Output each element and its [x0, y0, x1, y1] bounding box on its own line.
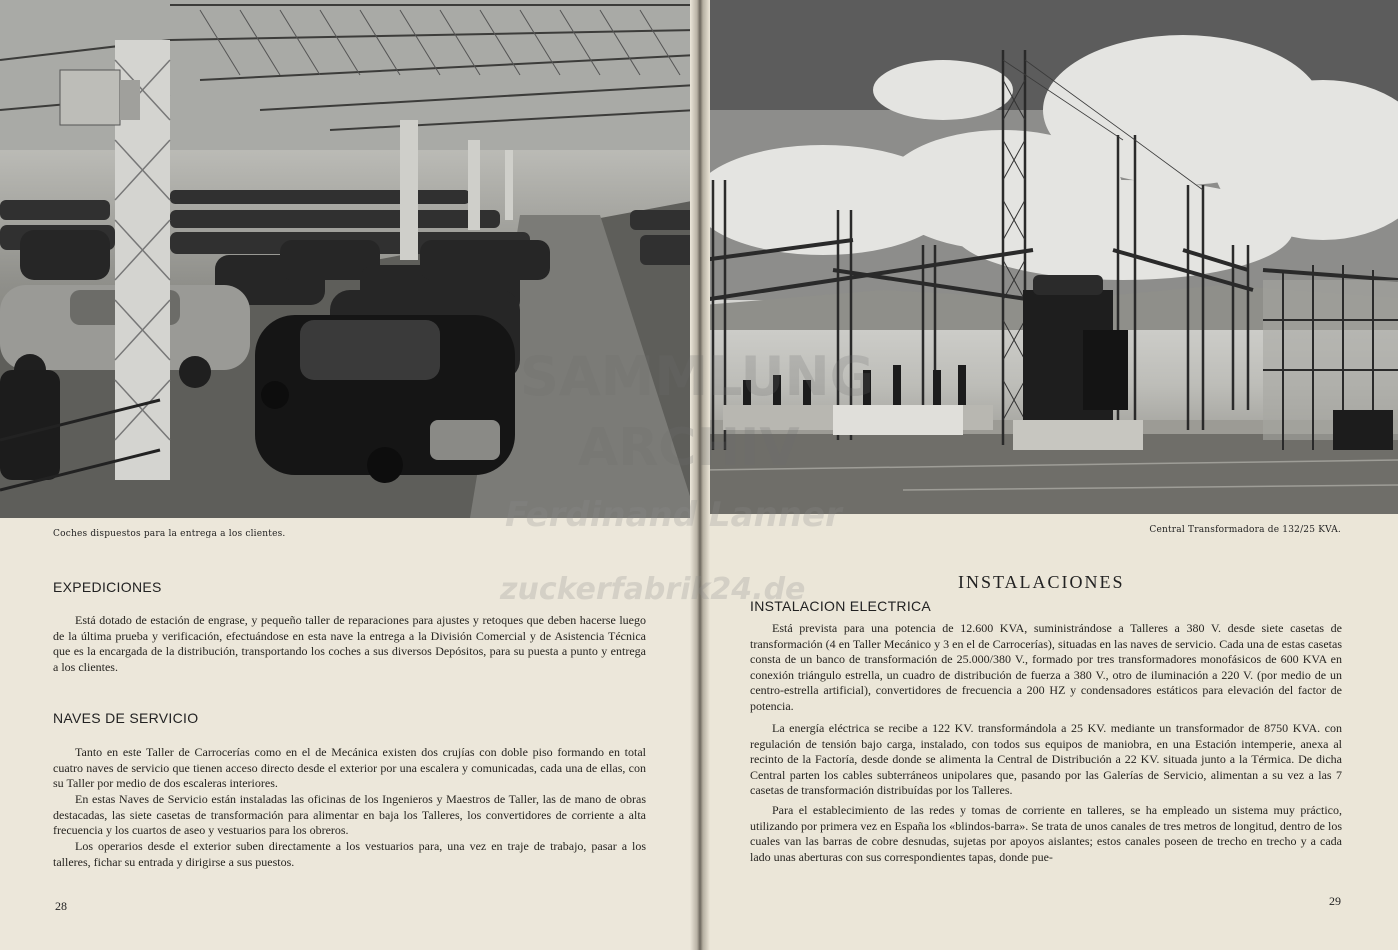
photo-caption: Central Transformadora de 132/25 KVA. [1149, 525, 1341, 535]
watermark-sammlung: SAMMLUNG [520, 345, 875, 408]
section-title-instalacion-electrica: INSTALACION ELECTRICA [750, 598, 932, 614]
watermark-zuckerfabrik: zuckerfabrik24.de [500, 572, 806, 607]
photo-caption: Coches dispuestos para la entrega a los clientes. [53, 529, 286, 539]
right-page [703, 0, 1398, 950]
electrica-paragraph-2: La energía eléctrica se recibe a 122 KV. transformándola a 25 KV. mediante un transformador de 8750 KVA. con regulación de tensión bajo carga, instalado, con todos sus equipos de maniobra, en una Estación intemperie, anexa al recinto de la Factoría, desde donde se alimenta la Central de Distribución a 22 KV. situada junto a la Térmica. De dicha Central parten los cables subterráneos unipolares que, pasando por las Galerías de Servicio, alimentan a su vez a las 7 casetas de transformación distribuídas por los Talleres. [750, 721, 1342, 798]
electrica-paragraph-3: Para el establecimiento de las redes y tomas de corriente en talleres, se ha empleado un sistema muy práctico, utilizando por primera vez en España los «blindos-barra». Se trata de unos canales de tres metros de longitud, dentro de los cuales van las barras de cobre desnudas, sujetas por apoyos aislantes; estos canales poseen de trecho en trecho y a cada lado unas aberturas con sus correspondientes tapas, donde pue- [750, 803, 1342, 864]
main-title-instalaciones: INSTALACIONES [958, 572, 1125, 592]
page-number-right: 29 [1329, 894, 1341, 908]
watermark-archiv: ARCHIV [578, 418, 800, 478]
left-page [0, 0, 697, 950]
naves-paragraph-3: Los operarios desde el exterior suben directamente a los vestuarios para, una vez en traje de trabajo, pasar a los talleres, fichar su entrada y dirigirse a sus puestos. [53, 839, 646, 869]
cars-warehouse-photo [0, 0, 697, 518]
page-number-left: 28 [55, 899, 67, 913]
section-title-expediciones: EXPEDICIONES [53, 579, 162, 595]
expediciones-paragraph: Está dotado de estación de engrase, y pequeño taller de reparaciones para ajustes y retoques que deben hacerse luego de la última prueba y verificación, efectuándose en esta nave la entrega a la División Comercial y de Asistencia Técnica que es la encargada de la distribución, transportando los coches a sus diversos Depósitos, para su puesta a punto y entrega a los clientes. [53, 613, 646, 674]
naves-paragraph-2: En estas Naves de Servicio están instaladas las oficinas de los Ingenieros y Maestros de Taller, las de mano de obras destacadas, las siete casetas de transformación para alimentar en baja los Talleres, los convertidores de corriente a alta frecuencia y los cuartos de aseo y vestuarios para los obreros. [53, 792, 646, 838]
naves-paragraph-1: Tanto en este Taller de Carrocerías como en el de Mecánica existen dos crujías con doble piso formando en total cuatro naves de servicio que tienen acceso directo desde el exterior por una escalera y comunicadas, cada una de ellas, con su Taller por medio de dos escaleras interiores. [53, 745, 646, 791]
transformer-station-photo [703, 0, 1398, 514]
transformer-station-illustration [703, 0, 1398, 514]
electrica-paragraph-1: Está prevista para una potencia de 12.600 KVA, suministrándose a Talleres a 380 V. desde siete casetas de transformación (4 en Taller Mecánico y 3 en el de Carrocerías), situadas en las naves de servicio. Cada una de estas casetas consta de un banco de transformación de 25.000/380 V., formado por tres transformadores monofásicos de 600 KVA en conexión triángulo estrella, un cuadro de distribución de fuerza a 380 V., otro de iluminación a 220 V. (por medio de un centro-estrella artificial), convertidores de frecuencia a 200 HZ y condensadores estáticos para elevación del factor de potencia. [750, 621, 1342, 713]
book-gutter [690, 0, 710, 950]
watermark-ferdinand-lanner: Ferdinand Lanner [505, 495, 842, 535]
section-title-naves-de-servicio: NAVES DE SERVICIO [53, 710, 199, 726]
cars-warehouse-illustration [0, 0, 697, 518]
